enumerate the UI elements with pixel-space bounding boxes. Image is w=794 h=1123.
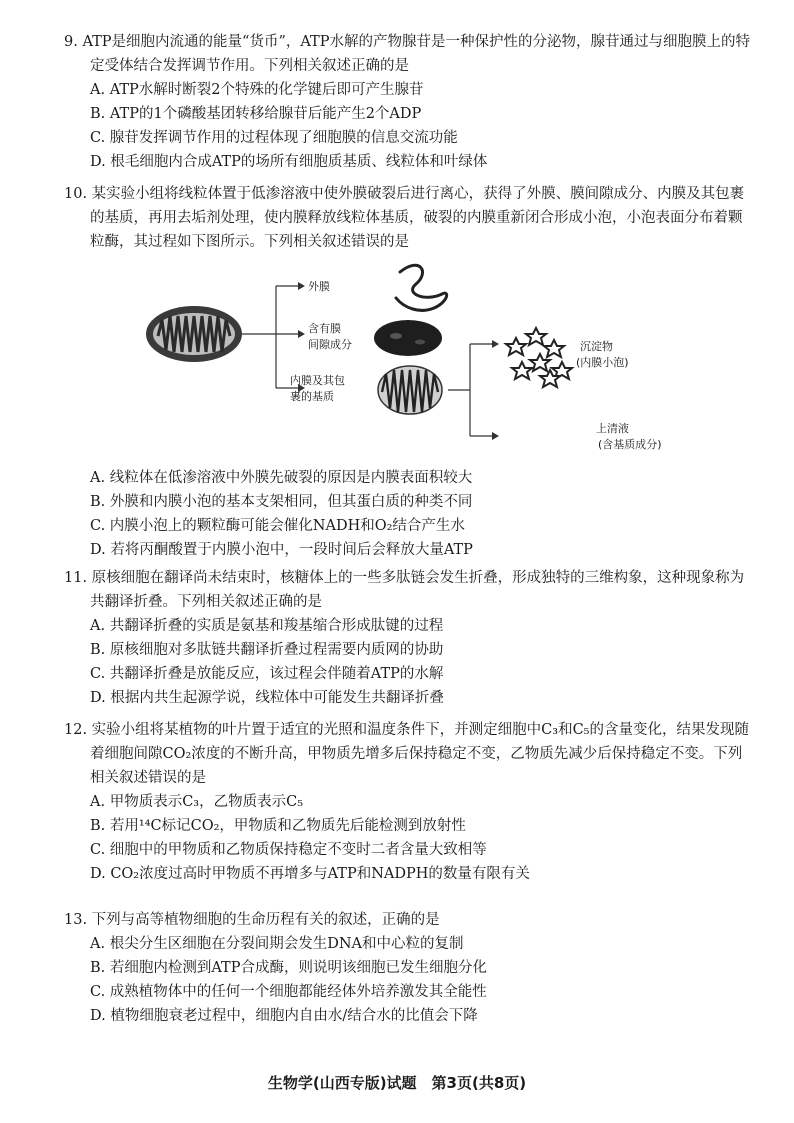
- label-intermembrane-2: 间隙成分: [308, 338, 352, 351]
- page-footer: 生物学(山西专版)试题 第3页(共8页): [267, 1074, 527, 1092]
- question-11: [64, 566, 754, 710]
- option-b: B. 若用¹⁴C标记CO₂，甲物质和乙物质先后能检测到放射性: [90, 818, 466, 834]
- option-a: A. 共翻译折叠的实质是氨基和羧基缩合形成肽键的过程: [90, 618, 444, 634]
- option-c: C. 共翻译折叠是放能反应，该过程会伴随着ATP的水解: [90, 666, 444, 682]
- option-d: D. 植物细胞衰老过程中，细胞内自由水/结合水的比值会下降: [90, 1008, 478, 1024]
- label-intermembrane-1: 含有膜: [308, 322, 341, 335]
- option-c: C. 细胞中的甲物质和乙物质保持稳定不变时二者含量大致相等: [90, 842, 487, 858]
- option-a: A. 根尖分生区细胞在分裂间期会发生DNA和中心粒的复制: [90, 936, 464, 952]
- label-outer-membrane: 外膜: [308, 280, 330, 293]
- mitochondrion-icon: [146, 306, 242, 362]
- option-b: B. ATP的1个磷酸基团转移给腺苷后能产生2个ADP: [90, 106, 422, 122]
- label-supernatant-2: (含基质成分): [598, 438, 662, 451]
- option-d: D. 若将丙酮酸置于内膜小泡中，一段时间后会释放大量ATP: [90, 542, 473, 558]
- question-stem: 13. 下列与高等植物细胞的生命历程有关的叙述，正确的是: [64, 912, 440, 928]
- label-inner-2: 裹的基质: [290, 390, 334, 403]
- inner-membrane-icon: [378, 366, 442, 414]
- option-a: A. ATP水解时断裂2个特殊的化学键后即可产生腺苷: [90, 82, 424, 98]
- option-b: B. 原核细胞对多肽链共翻译折叠过程需要内质网的协助: [90, 642, 444, 658]
- question-stem: 11. 原核细胞在翻译尚未结束时，核糖体上的一些多肽链会发生折叠，形成独特的三维构象，这种现象称为共翻译折叠。下列相关叙述正确的是: [64, 570, 745, 610]
- option-b: B. 若细胞内检测到ATP合成酶，则说明该细胞已发生细胞分化: [90, 960, 487, 976]
- option-a: A. 线粒体在低渗溶液中外膜先破裂的原因是内膜表面积较大: [90, 470, 473, 486]
- mitochondria-fractionation-diagram: [130, 258, 690, 454]
- outer-membrane-icon: [396, 265, 447, 310]
- question-10-options: [64, 466, 754, 562]
- question-stem: 10. 某实验小组将线粒体置于低渗溶液中使外膜破裂后进行离心，获得了外膜、膜间隙成分、内膜及其包裹的基质，再用去垢剂处理，使内膜释放线粒体基质，破裂的内膜重新闭合形成小泡，小泡表面分布着颗粒酶，其过程如下图所示。下列相关叙述错误的是: [64, 186, 745, 250]
- question-9: [64, 30, 754, 174]
- option-d: D. CO₂浓度过高时甲物质不再增多与ATP和NADPH的数量有限有关: [90, 866, 530, 882]
- label-precipitate-2: (内膜小泡): [576, 356, 629, 369]
- label-supernatant-1: 上清液: [596, 422, 629, 435]
- label-inner-1: 内膜及其包: [290, 374, 345, 387]
- option-a: A. 甲物质表示C₃，乙物质表示C₅: [90, 794, 304, 810]
- option-d: D. 根据内共生起源学说，线粒体中可能发生共翻译折叠: [90, 690, 444, 706]
- option-c: C. 成熟植物体中的任何一个细胞都能经体外培养激发其全能性: [90, 984, 487, 1000]
- option-c: C. 腺苷发挥调节作用的过程体现了细胞膜的信息交流功能: [90, 130, 458, 146]
- question-stem: 9. ATP是细胞内流通的能量“货币”，ATP水解的产物腺苷是一种保护性的分泌物，腺苷通过与细胞膜上的特定受体结合发挥调节作用。下列相关叙述正确的是: [64, 34, 750, 74]
- option-c: C. 内膜小泡上的颗粒酶可能会催化NADH和O₂结合产生水: [90, 518, 465, 534]
- question-10: [64, 182, 754, 254]
- question-13: [64, 908, 754, 1028]
- question-stem: 12. 实验小组将某植物的叶片置于适宜的光照和温度条件下，并测定细胞中C₃和C₅的含量变化，结果发现随着细胞间隙CO₂浓度的不断升高，甲物质先增多后保持稳定不变，乙物质先减少后保持稳定不变。下列相关叙述错误的是: [64, 722, 749, 786]
- question-12: [64, 718, 754, 886]
- label-precipitate-1: 沉淀物: [580, 340, 613, 353]
- option-d: D. 根毛细胞内合成ATP的场所有细胞质基质、线粒体和叶绿体: [90, 154, 488, 170]
- vesicle-cluster-icon: [506, 328, 572, 387]
- intermembrane-blob-icon: [374, 320, 442, 356]
- option-b: B. 外膜和内膜小泡的基本支架相同，但其蛋白质的种类不同: [90, 494, 473, 510]
